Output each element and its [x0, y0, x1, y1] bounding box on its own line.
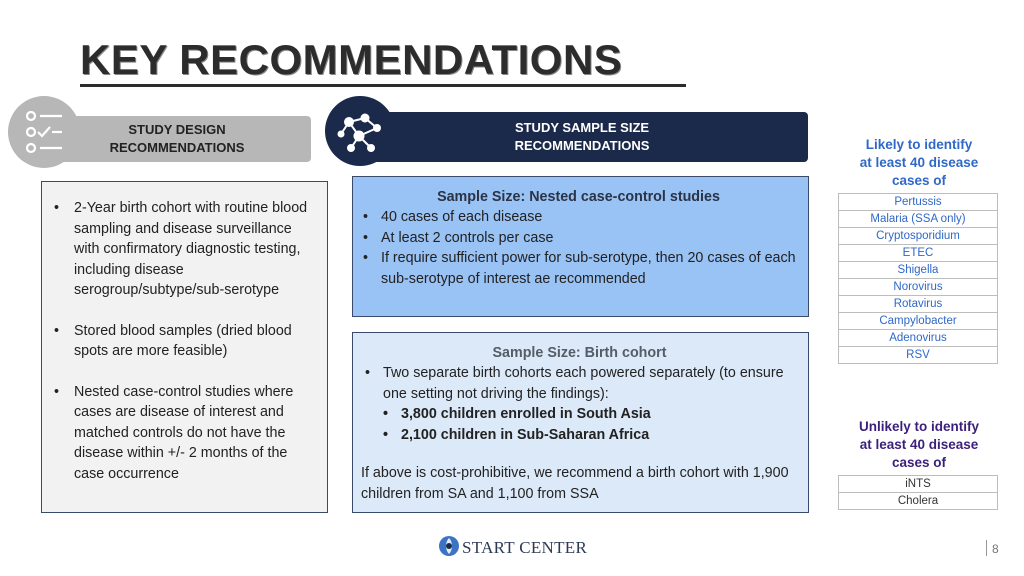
- disease-cell: Campylobacter: [839, 313, 998, 330]
- case-control-item: • 40 cases of each disease: [359, 207, 798, 228]
- disease-cell: Norovirus: [839, 279, 998, 296]
- study-design-list: [52, 198, 317, 484]
- sample-size-header-circle: [325, 96, 395, 166]
- likely-disease-table: [838, 193, 998, 364]
- study-design-item: • 2-Year birth cohort with routine blood sampling and disease surveillance with confirmatory diagnostic testing, including disease serogroup/subtype/sub-serotype: [52, 198, 317, 301]
- study-design-header-circle: [8, 96, 80, 168]
- table-row: [839, 313, 998, 330]
- case-control-box: [352, 176, 809, 317]
- unlikely-disease-table: [838, 475, 998, 510]
- likely-heading: [846, 136, 992, 190]
- case-control-heading: Sample Size: Nested case-control studies: [437, 189, 720, 205]
- start-center-logo-icon: [438, 535, 460, 557]
- disease-cell: Cholera: [839, 493, 998, 510]
- disease-cell: Pertussis: [839, 194, 998, 211]
- case-control-item: • At least 2 controls per case: [359, 228, 798, 249]
- table-row: [839, 279, 998, 296]
- table-row: [839, 493, 998, 510]
- disease-cell: Adenovirus: [839, 330, 998, 347]
- birth-cohort-sub-list: [361, 404, 798, 445]
- birth-cohort-heading: Sample Size: Birth cohort: [492, 345, 667, 361]
- birth-cohort-sub-item: • 2,100 children in Sub-Saharan Africa: [361, 425, 798, 446]
- study-design-header-line2: RECOMMENDATIONS: [109, 140, 245, 155]
- table-row: [839, 476, 998, 493]
- birth-cohort-sub-item: • 3,800 children enrolled in South Asia: [361, 404, 798, 425]
- case-control-item: • If require sufficient power for sub-serotype, then 20 cases of each sub-serotype of interest ae recommended: [359, 248, 798, 289]
- study-design-item: • Stored blood samples (dried blood spots are more feasible): [52, 321, 317, 362]
- page-number-divider: [986, 540, 987, 556]
- sample-size-header-line2: RECOMMENDATIONS: [514, 138, 650, 153]
- table-row: [839, 228, 998, 245]
- unlikely-heading-line: at least 40 disease: [859, 437, 979, 452]
- table-row: [839, 211, 998, 228]
- birth-cohort-note: If above is cost-prohibitive, we recommend a birth cohort with 1,900 children from SA and 1,100 from SSA: [361, 465, 789, 502]
- likely-heading-line: at least 40 disease: [859, 155, 979, 170]
- study-design-item: • Nested case-control studies where cases are disease of interest and matched controls do not have the disease within +/- 2 months of the case occurrence: [52, 382, 317, 485]
- disease-cell: ETEC: [839, 245, 998, 262]
- table-row: [839, 245, 998, 262]
- case-control-list: [359, 207, 798, 289]
- unlikely-heading: [846, 418, 992, 472]
- study-design-header-text: [92, 121, 262, 157]
- unlikely-heading-line: cases of: [891, 455, 947, 470]
- network-icon: [325, 96, 395, 166]
- disease-cell: iNTS: [839, 476, 998, 493]
- unlikely-heading-line: Unlikely to identify: [858, 419, 980, 434]
- disease-cell: Rotavirus: [839, 296, 998, 313]
- disease-cell: Malaria (SSA only): [839, 211, 998, 228]
- disease-cell: Cryptosporidium: [839, 228, 998, 245]
- page-number: 8: [992, 542, 999, 556]
- checklist-icon: [8, 96, 80, 168]
- likely-heading-line: Likely to identify: [865, 137, 973, 152]
- table-row: [839, 262, 998, 279]
- birth-cohort-item: • Two separate birth cohorts each powered separately (to ensure one setting not driving the findings):: [361, 363, 798, 404]
- table-row: [839, 194, 998, 211]
- sample-size-header-line1: STUDY SAMPLE SIZE: [514, 120, 650, 135]
- sample-size-header-text: [460, 119, 704, 155]
- birth-cohort-list: [361, 363, 798, 404]
- title-underline: [80, 84, 686, 87]
- table-row: [839, 330, 998, 347]
- study-design-box: [41, 181, 328, 513]
- page-title: KEY RECOMMENDATIONS: [80, 36, 623, 83]
- disease-cell: RSV: [839, 347, 998, 364]
- study-design-header-line1: STUDY DESIGN: [128, 122, 226, 137]
- birth-cohort-box: [352, 332, 809, 513]
- likely-heading-line: cases of: [891, 173, 947, 188]
- disease-cell: Shigella: [839, 262, 998, 279]
- start-center-logo-text: START CENTER: [462, 538, 588, 557]
- table-row: [839, 347, 998, 364]
- table-row: [839, 296, 998, 313]
